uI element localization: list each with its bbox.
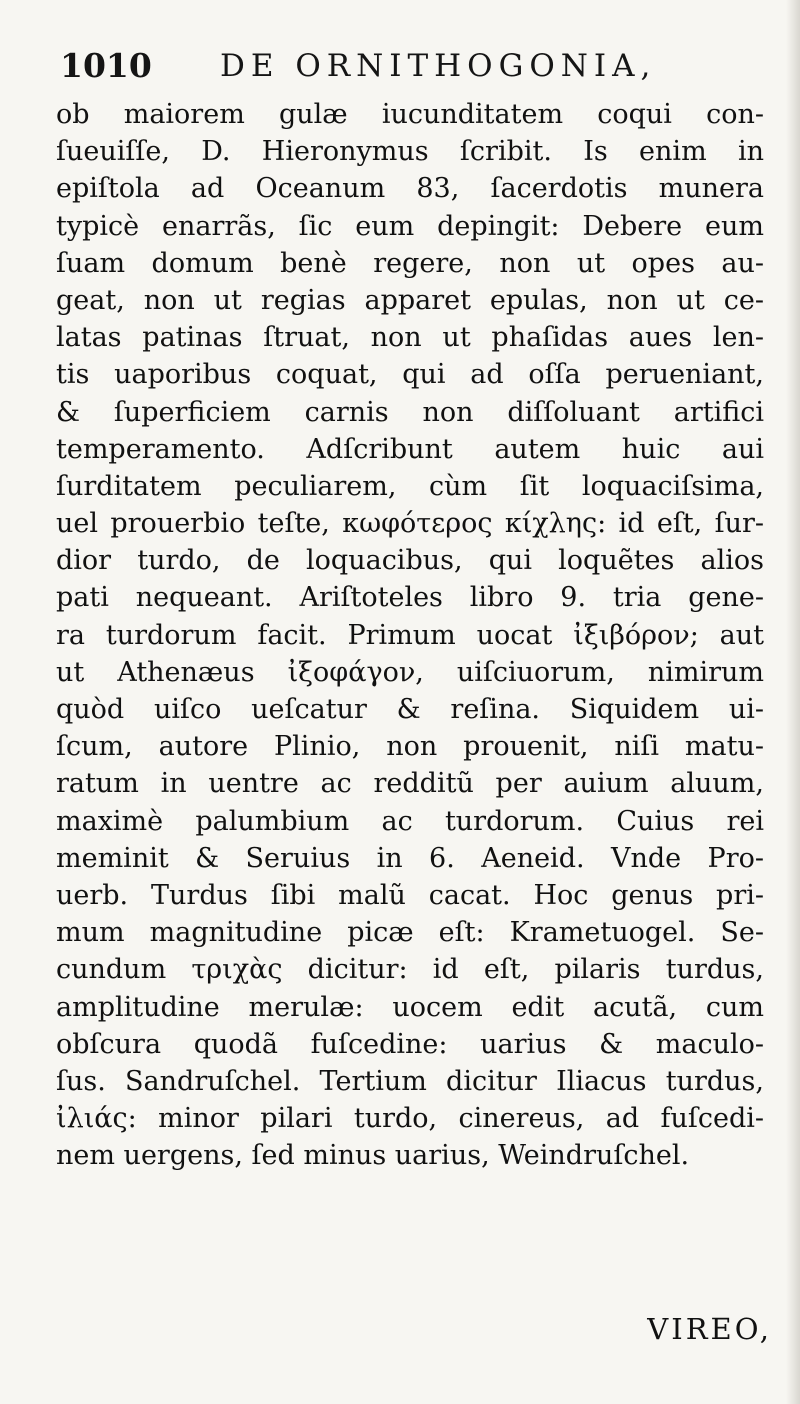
text-line: maximè palumbium ac turdorum. Cuius rei <box>56 805 764 837</box>
text-line: tis uaporibus coquat, qui ad oſſa perueniant, <box>56 359 764 391</box>
text-line: epiſtola ad Oceanum 83, ſacerdotis munera <box>56 173 764 205</box>
page-header <box>60 40 760 88</box>
text-line: & ſuperficiem carnis non diſſoluant artifici <box>56 396 764 428</box>
text-line: typicè enarrãs, ſic eum depingit: Debere eum <box>56 210 764 242</box>
text-line: ſus. Sandruſchel. Tertium dicitur Iliacus turdus, <box>56 1065 764 1097</box>
page-number: 1010 <box>60 46 152 85</box>
text-line: nem uergens, ſed minus uarius, Weindruſchel. <box>56 1140 690 1172</box>
text-line: pati nequeant. Ariſtoteles libro 9. tria gene- <box>56 582 764 614</box>
text-line: amplitudine merulæ: uocem edit acutã, cum <box>56 991 764 1023</box>
text-line: ra turdorum facit. Primum uocat ἰξιβόρον; aut <box>56 619 764 651</box>
text-line: geat, non ut regias apparet epulas, non ut ce- <box>56 284 764 316</box>
catchword: VIREO, <box>647 1312 772 1346</box>
text-line: uerb. Turdus ſibi malũ cacat. Hoc genus pri- <box>56 879 764 911</box>
text-line: obſcura quodã fuſcedine: uarius & maculo- <box>56 1028 764 1060</box>
running-head: DE ORNITHOGONIA, <box>220 48 657 84</box>
text-line: dior turdo, de loquacibus, qui loquẽtes alios <box>56 545 764 577</box>
text-line: latas patinas ſtruat, non ut phaſidas aues len- <box>56 322 764 354</box>
text-line: ut Athenæus ἰξοφάγον, uiſciuorum, nimirum <box>56 656 764 688</box>
text-line: ſueuiſſe, D. Hieronymus ſcribit. Is enim in <box>56 136 764 168</box>
text-line: mum magnitudine picæ eſt: Krametuogel. Se- <box>56 917 764 949</box>
text-line: ſuam domum benè regere, non ut opes au- <box>56 247 764 279</box>
text-line: uel prouerbio teſte, κωφότερος κίχλης: id eſt, ſur- <box>56 508 764 540</box>
text-line: meminit & Seruius in 6. Aeneid. Vnde Pro- <box>56 842 764 874</box>
text-line: ἰλιάς: minor pilari turdo, cinereus, ad fuſcedi- <box>56 1103 764 1135</box>
body-text <box>56 96 764 1174</box>
text-line: ſcum, autore Plinio, non prouenit, niſi matu- <box>56 731 764 763</box>
page-edge-shadow <box>786 0 800 1404</box>
text-line: temperamento. Adſcribunt autem huic aui <box>56 433 764 465</box>
text-line: quòd uiſco ueſcatur & reſina. Siquidem ui- <box>56 694 764 725</box>
text-line: ob maiorem gulæ iucunditatem coqui con- <box>56 99 764 130</box>
text-line: ratum in uentre ac redditũ per auium aluum, <box>56 768 764 800</box>
text-line: cundum τριχὰς dicitur: id eſt, pilaris turdus, <box>56 954 764 986</box>
text-line: ſurditatem peculiarem, cùm ſit loquaciſsima, <box>56 470 764 502</box>
